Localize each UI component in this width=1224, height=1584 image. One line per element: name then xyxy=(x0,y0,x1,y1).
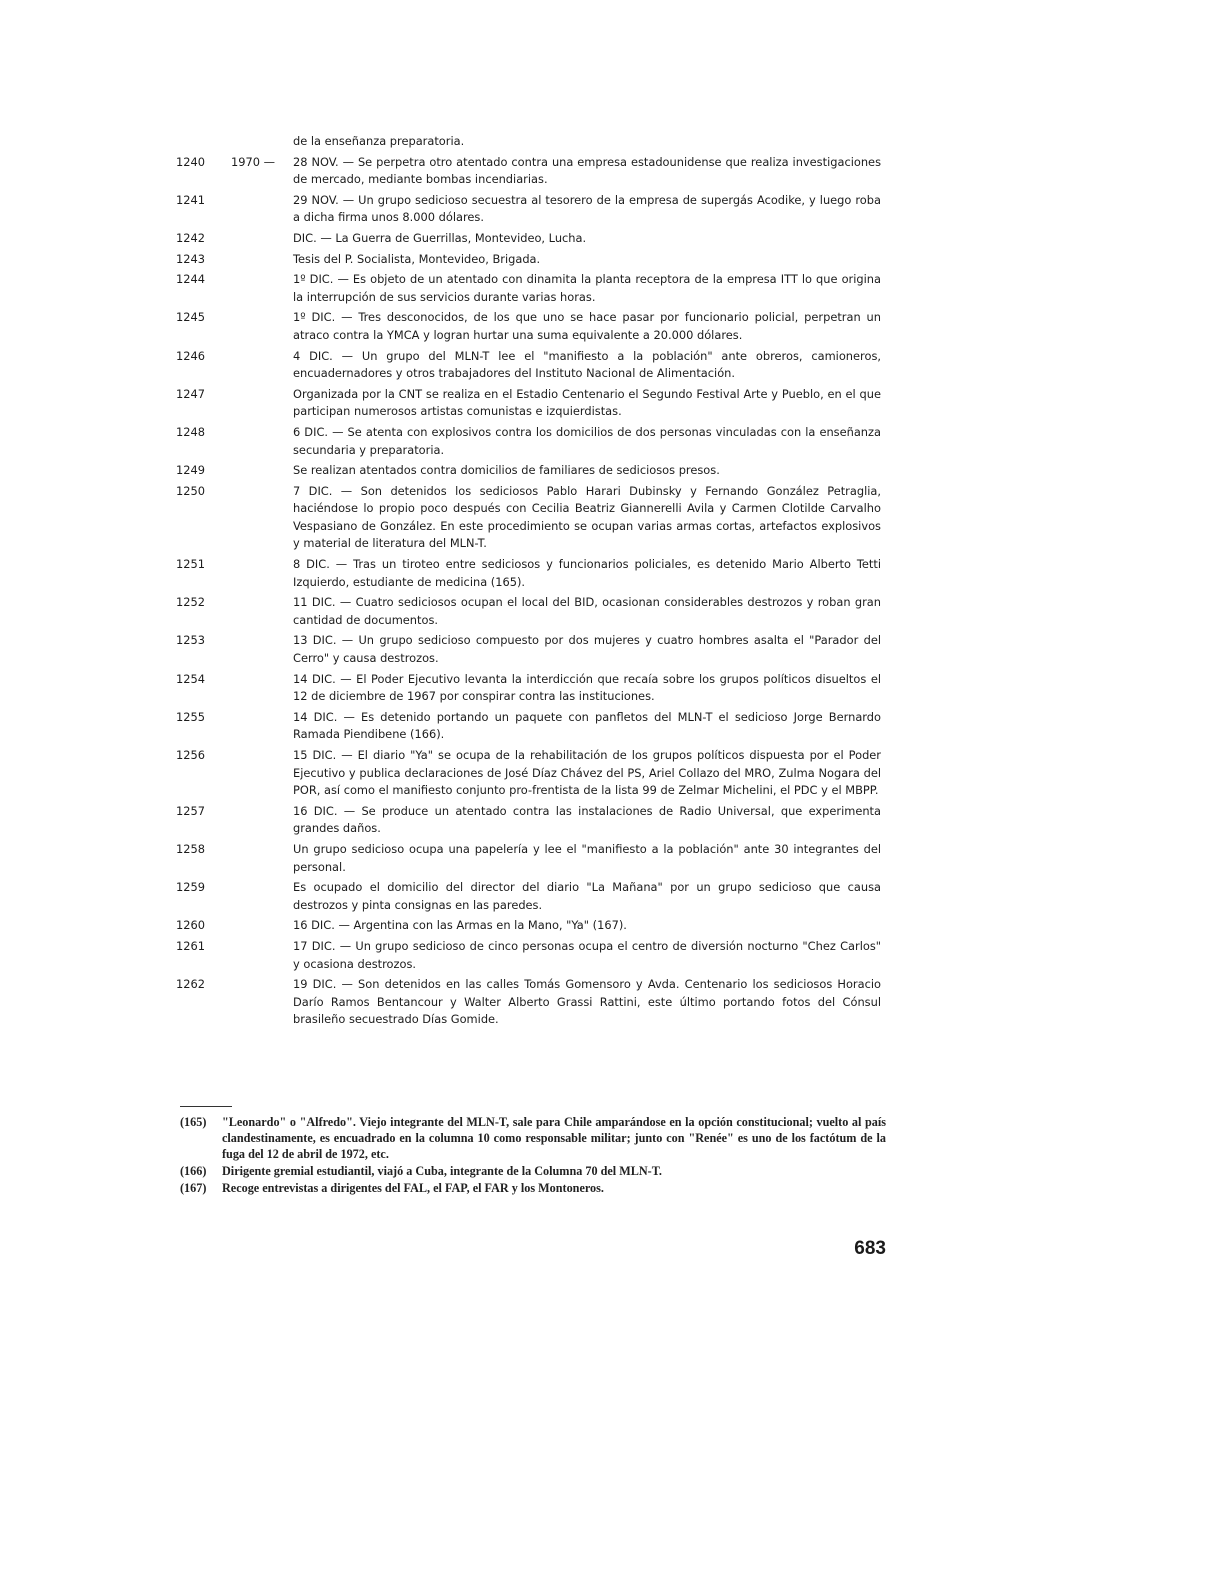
footnote-text: Recoge entrevistas a dirigentes del FAL, el FAP, el FAR y los Montoneros. xyxy=(222,1181,604,1195)
footnote-number: (166) xyxy=(180,1164,207,1178)
entry-text: Se realizan atentados contra domicilios de familiares de sediciosos presos. xyxy=(293,463,720,478)
entry-text: 28 NOV. — Se perpetra otro atentado contra una empresa estadounidense que realiza investigaciones de mercado, mediante bombas incendiarias. xyxy=(293,154,881,187)
entry-text: Es ocupado el domicilio del director del diario "La Mañana" por un grupo sedicioso que causa destrozos y pinta consignas en las paredes. xyxy=(293,880,881,912)
footnote xyxy=(180,1114,886,1162)
entry-text: 11 DIC. — Cuatro sediciosos ocupan el local del BID, ocasionan considerables destrozos y roban gran cantidad de documentos. xyxy=(293,595,881,627)
entry-text: 29 NOV. — Un grupo sedicioso secuestra al tesorero de la empresa de supergás Acodike, y luego roba a dicha firma unos 8.000 dólares. xyxy=(293,192,881,225)
footnote xyxy=(180,1180,886,1196)
entry-number: 1256 xyxy=(176,748,205,762)
entry-text: 14 DIC. — Es detenido portando un paquete con panfletos del MLN-T el sedicioso Jorge Bernardo Ramada Piendibene (166). xyxy=(293,709,881,742)
chronology-entry xyxy=(0,917,1224,935)
entry-text: Tesis del P. Socialista, Montevideo, Brigada. xyxy=(293,251,541,266)
footnote-text: Dirigente gremial estudiantil, viajó a Cuba, integrante de la Columna 70 del MLN-T. xyxy=(222,1164,662,1178)
chronology-entry xyxy=(0,271,1224,306)
entry-text: 8 DIC. — Tras un tiroteo entre sediciosos y funcionarios policiales, es detenido Mario Alberto Tetti Izquierdo, estudiante de medicina (165). xyxy=(293,557,881,589)
footnotes xyxy=(180,1114,886,1197)
entry-number: 1250 xyxy=(176,483,205,498)
footnote-number: (167) xyxy=(180,1181,207,1195)
entry-number: 1243 xyxy=(176,251,205,266)
chronology-entry xyxy=(0,632,1224,667)
entry-number: 1260 xyxy=(176,918,205,933)
chronology-entry xyxy=(0,309,1224,344)
entry-number: 1249 xyxy=(176,463,205,478)
chronology-entry xyxy=(0,841,1224,876)
entry-text: 17 DIC. — Un grupo sedicioso de cinco personas ocupa el centro de diversión nocturno "Chez Carlos" y ocasiona destrozos. xyxy=(293,938,881,971)
entry-number: 1251 xyxy=(176,557,205,572)
entry-text: 7 DIC. — Son detenidos los sediciosos Pablo Harari Dubinsky y Fernando González Petraglia, haciéndose lo propio poco después con Cecilia Beatriz Giannerelli Avila y Carmen Clotilde Carvalho Vespasiano de González. En este procedimiento se ocupan varias armas cortas, artefactos explosivos y material de literatura del MLN-T. xyxy=(293,483,881,551)
footnote-number: (165) xyxy=(180,1115,207,1129)
entry-number: 1242 xyxy=(176,230,205,245)
entry-year: 1970 — xyxy=(231,154,275,169)
footnote xyxy=(180,1163,886,1179)
chronology-entry xyxy=(0,133,1224,151)
chronology-entry xyxy=(0,154,1224,189)
entry-number: 1255 xyxy=(176,709,205,724)
entry-text: de la enseñanza preparatoria. xyxy=(293,134,465,148)
entry-number: 1247 xyxy=(176,386,205,401)
chronology-entry xyxy=(0,747,1224,800)
chronology-entry xyxy=(0,671,1224,706)
footnote-text: "Leonardo" o "Alfredo". Viejo integrante del MLN-T, sale para Chile amparándose en la opción constitucional; vuelto al país clandestinamente, es encuadrado en la columna 10 como responsable militar; junto con "Renée" es uno de los factótum de la fuga del 12 de abril de 1972, etc. xyxy=(222,1115,886,1161)
entry-number: 1244 xyxy=(176,272,205,287)
entry-text: 14 DIC. — El Poder Ejecutivo levanta la interdicción que recaía sobre los grupos políticos disueltos el 12 de diciembre de 1967 por conspirar contra las instituciones. xyxy=(293,671,881,704)
chronology-entry xyxy=(0,594,1224,629)
chronology-entry xyxy=(0,976,1224,1029)
entry-number: 1262 xyxy=(176,977,205,992)
entry-number: 1257 xyxy=(176,803,205,818)
entry-text: 13 DIC. — Un grupo sedicioso compuesto por dos mujeres y cuatro hombres asalta el "Parador del Cerro" y causa destrozos. xyxy=(293,633,881,666)
chronology-entry xyxy=(0,879,1224,914)
chronology-entry xyxy=(0,803,1224,838)
footnote-divider xyxy=(180,1106,232,1107)
chronology-entries xyxy=(0,133,1224,1032)
entry-number: 1246 xyxy=(176,348,205,363)
chronology-entry xyxy=(0,462,1224,480)
entry-text: Un grupo sedicioso ocupa una papelería y lee el "manifiesto a la población" ante 30 integrantes del personal. xyxy=(293,841,881,874)
entry-text: 15 DIC. — El diario "Ya" se ocupa de la rehabilitación de los grupos políticos dispuesta por el Poder Ejecutivo y publica declaraciones de José Díaz Chávez del PS, Ariel Collazo del MRO, Zulma Nogara del POR, así como el manifiesto conjunto pro-frentista de la lista 99 de Zelmar Michelini, el PDC y el MBPP. xyxy=(293,748,881,798)
entry-number: 1240 xyxy=(176,154,205,169)
entry-text: Organizada por la CNT se realiza en el Estadio Centenario el Segundo Festival Arte y Pueblo, en el que participan numerosos artistas comunistas e izquierdistas. xyxy=(293,386,881,419)
entry-number: 1259 xyxy=(176,880,205,895)
entry-number: 1245 xyxy=(176,310,205,325)
entry-number: 1253 xyxy=(176,633,205,648)
chronology-entry xyxy=(0,483,1224,553)
entry-number: 1254 xyxy=(176,671,205,686)
page-number: 683 xyxy=(854,1238,886,1259)
entry-text: 16 DIC. — Argentina con las Armas en la Mano, "Ya" (167). xyxy=(293,918,627,933)
entry-text: DIC. — La Guerra de Guerrillas, Montevideo, Lucha. xyxy=(293,230,587,245)
entry-text: 16 DIC. — Se produce un atentado contra las instalaciones de Radio Universal, que experimenta grandes daños. xyxy=(293,803,881,836)
chronology-entry xyxy=(0,709,1224,744)
chronology-entry xyxy=(0,386,1224,421)
entry-text: 1º DIC. — Es objeto de un atentado con dinamita la planta receptora de la empresa ITT lo que origina la interrupción de sus servicios durante varias horas. xyxy=(293,272,881,304)
chronology-entry xyxy=(0,251,1224,269)
chronology-entry xyxy=(0,348,1224,383)
chronology-entry xyxy=(0,938,1224,973)
chronology-entry xyxy=(0,424,1224,459)
entry-number: 1248 xyxy=(176,424,205,439)
chronology-entry xyxy=(0,192,1224,227)
entry-number: 1258 xyxy=(176,841,205,856)
chronology-entry xyxy=(0,556,1224,591)
entry-text: 1º DIC. — Tres desconocidos, de los que uno se hace pasar por funcionario policial, perpetran un atraco contra la YMCA y logran hurtar una suma equivalente a 20.000 dólares. xyxy=(293,310,881,342)
entry-number: 1261 xyxy=(176,938,205,953)
entry-text: 6 DIC. — Se atenta con explosivos contra los domicilios de dos personas vinculadas con la enseñanza secundaria y preparatoria. xyxy=(293,424,881,457)
entry-text: 19 DIC. — Son detenidos en las calles Tomás Gomensoro y Avda. Centenario los sediciosos Horacio Darío Ramos Bentancour y Walter Alberto Grassi Rattini, este último portando fotos del Cónsul brasileño secuestrado Días Gomide. xyxy=(293,977,881,1027)
entry-number: 1252 xyxy=(176,595,205,610)
entry-text: 4 DIC. — Un grupo del MLN-T lee el "manifiesto a la población" ante obreros, camioneros, encuadernadores y otros trabajadores del Instituto Nacional de Alimentación. xyxy=(293,348,881,381)
chronology-entry xyxy=(0,230,1224,248)
entry-number: 1241 xyxy=(176,192,205,207)
